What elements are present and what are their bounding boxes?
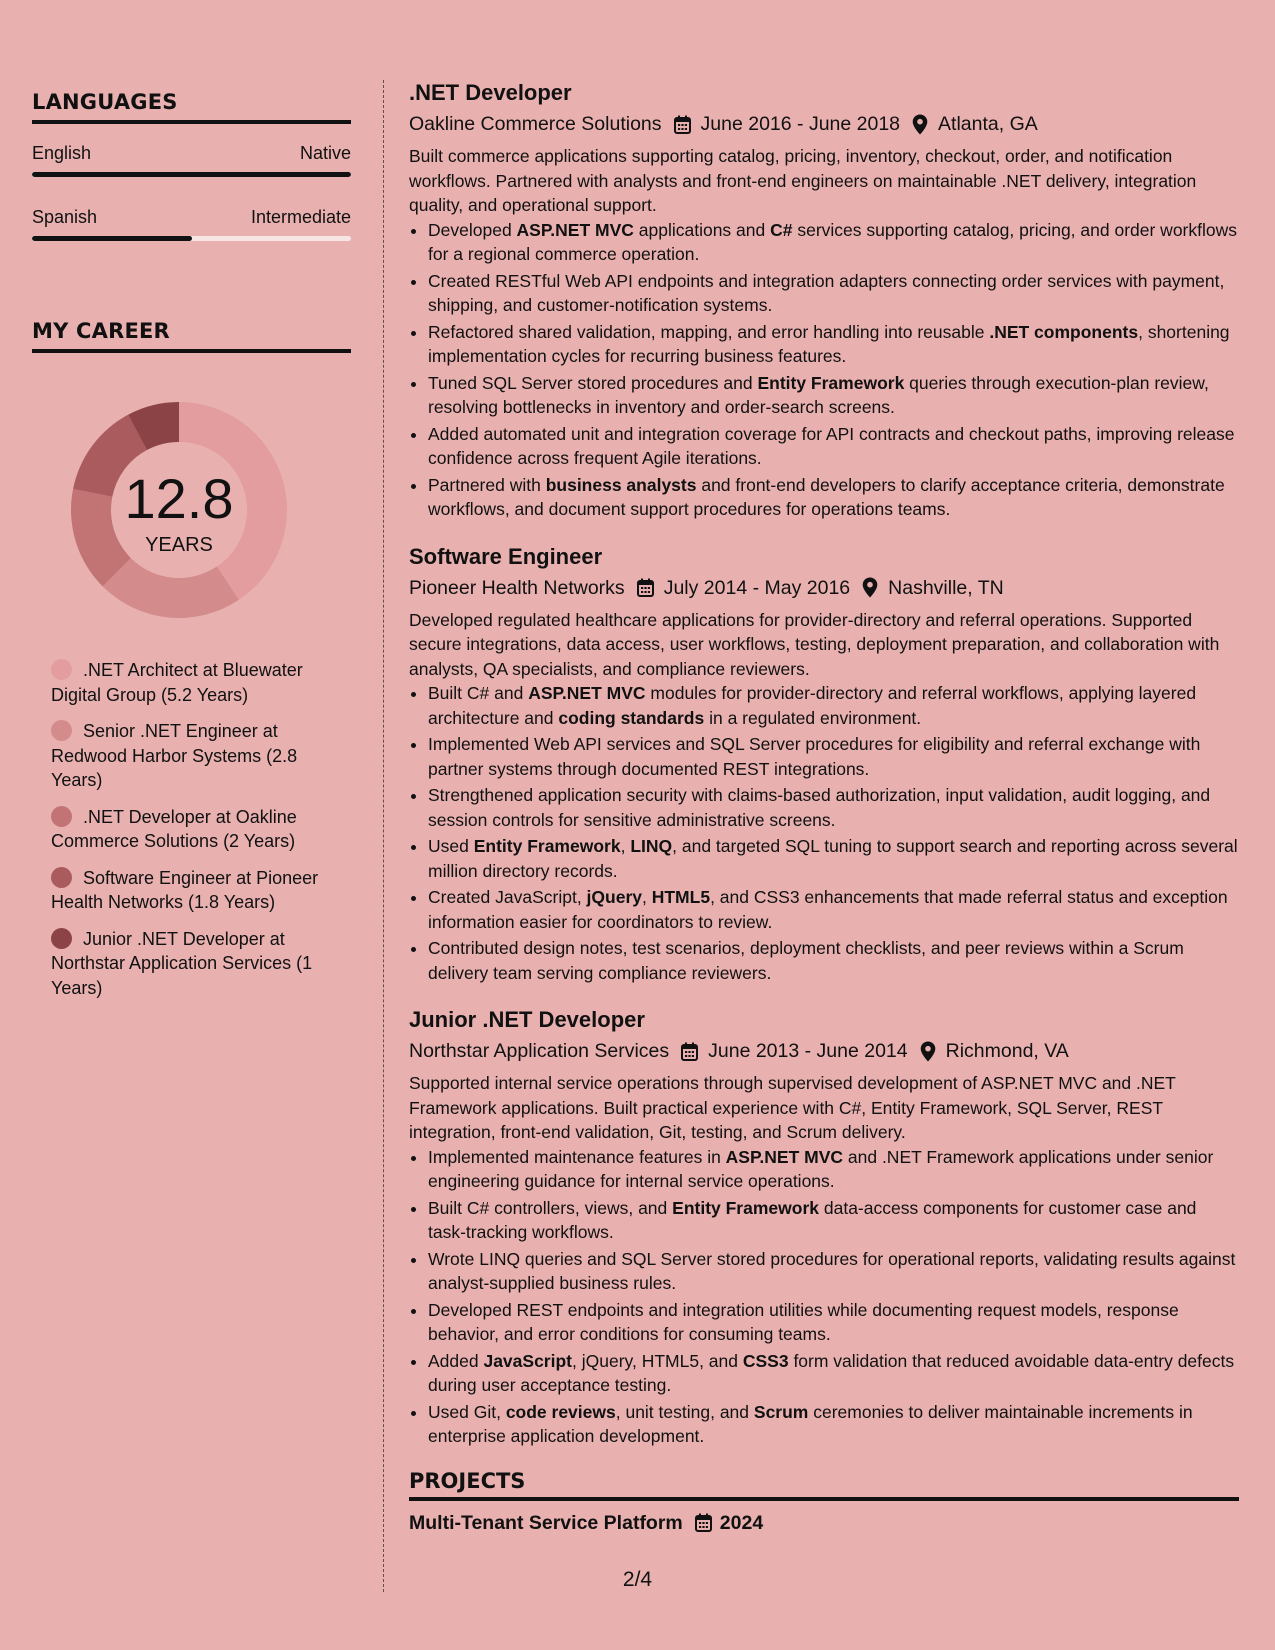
bullet-text: Developed REST endpoints and integration utilities while documenting request models, response behavior, and error conditions for consuming teams. [428,1299,1179,1344]
bullet-text: Created JavaScript, [428,887,587,907]
bullet-text: form validation that reduced avoidable data-entry defects during user acceptance testing. [428,1350,1235,1395]
languages-heading: LANGUAGES [32,90,351,124]
job-meta [409,1037,1239,1065]
calendar-icon [637,578,654,597]
language-name: Spanish [32,207,98,227]
job-meta [409,110,1239,138]
bullet-text: , [620,836,631,856]
language-level: Intermediate [250,207,351,227]
bullet-keyword: ASP.NET MVC [725,1146,844,1167]
bullet-text: Developed [428,219,517,240]
bullet-keyword: C# [770,219,793,240]
bullet-text: Refactored shared validation, mapping, and error handling into reusable [428,321,990,342]
job-bullet [428,320,1239,369]
career-total-unit: YEARS [145,534,213,556]
job-location: Nashville, TN [888,576,1004,599]
bullet-text: , and targeted SQL tuning to support search and reporting across several million directory records. [428,836,1238,881]
legend-label: Junior .NET Developer at Northstar Application Services (1 Years) [51,928,313,998]
bullet-text: , [642,887,652,907]
career-donut-chart [64,395,294,625]
job-bullets [409,1145,1239,1449]
bullet-text: services supporting catalog, pricing, and order workflows for a regional commerce operation. [428,219,1237,264]
language-row [32,141,351,177]
sidebar [32,90,351,1012]
job-bullet [428,1247,1239,1296]
job-bullet [428,885,1239,934]
project-name: Multi-Tenant Service Platform [409,1511,683,1534]
job-bullet [428,936,1239,985]
legend-label: Senior .NET Engineer at Redwood Harbor Systems (2.8 Years) [51,721,298,790]
job-bullet [428,783,1239,832]
job-summary: Supported internal service operations through supervised development of ASP.NET MVC and .NET Framework applications. Built practical experience with C#, Entity Framework, SQL Server, REST integration, front-end validation, Git, testing, and Scrum delivery. [409,1073,1176,1142]
legend-label: Software Engineer at Pioneer Health Networks (1.8 Years) [51,867,319,912]
bullet-keyword: LINQ [630,836,673,856]
job-dates: June 2013 - June 2014 [708,1040,908,1062]
bullet-text: in a regulated environment. [704,707,922,728]
company-name: Oakline Commerce Solutions [409,113,662,135]
bullet-keyword: business analysts [545,474,697,495]
bullet-text: Added automated unit and integration coverage for API contracts and checkout paths, improving release confidence across frequent Agile iterations. [428,423,1235,468]
bullet-text: Used [428,836,474,856]
experience-list [409,78,1239,1449]
projects-list [409,1509,1239,1537]
job-bullets [409,681,1239,985]
bullet-text: Built C# controllers, views, and [428,1197,673,1218]
job-bullet [428,1145,1239,1194]
map-pin-icon [920,1041,936,1062]
bullet-text: , unit testing, and [615,1401,754,1422]
map-pin-icon [912,114,928,135]
bullet-text: ceremonies to deliver maintainable increments in enterprise application development. [428,1401,1193,1446]
bullet-text: , jQuery, HTML5, and [572,1350,743,1371]
job-dates: July 2014 - May 2016 [663,576,851,599]
legend-swatch [51,928,72,949]
bullet-keyword: HTML5 [651,887,711,907]
bullet-keyword: .NET components [989,321,1139,342]
company-name: Pioneer Health Networks [409,576,625,599]
language-proficiency-fill [32,236,192,241]
map-pin-icon [862,577,878,598]
job-bullet [428,681,1239,730]
legend-swatch [51,867,72,888]
bullet-keyword: CSS3 [742,1350,789,1371]
bullet-text: Used Git, [428,1401,506,1422]
bullet-keyword: coding standards [558,707,705,728]
job-bullet [428,1196,1239,1245]
language-row [32,205,351,241]
bullet-text: queries through execution-plan review, resolving bottlenecks in inventory and order-search screens. [428,372,1209,417]
legend-label: .NET Developer at Oakline Commerce Solutions (2 Years) [51,806,297,851]
job-location: Atlanta, GA [938,113,1038,135]
bullet-text: Wrote LINQ queries and SQL Server stored procedures for operational reports, validating results against analyst-supplied business rules. [428,1248,1236,1293]
bullet-text: Contributed design notes, test scenarios, deployment checklists, and peer reviews within a Scrum delivery team serving compliance reviewers. [428,938,1184,983]
legend-swatch [51,659,72,680]
calendar-icon [681,1042,698,1061]
bullet-keyword: Scrum [753,1401,809,1422]
bullet-text: , and CSS3 enhancements that made referral status and exception information easier for coordinators to review. [428,887,1228,932]
bullet-keyword: code reviews [505,1401,616,1422]
career-total-years: 12.8 [124,467,234,530]
job-bullet [428,1400,1239,1449]
career-heading: MY CAREER [32,319,351,353]
bullet-text: Built C# and [428,683,529,703]
bullet-keyword: ASP.NET MVC [528,683,646,703]
page-number: 2/4 [622,1568,653,1591]
job-dates: June 2016 - June 2018 [700,113,901,135]
job-bullet [428,834,1239,883]
job-meta [409,574,1239,602]
main-content [409,78,1239,1537]
bullet-text: modules for provider-directory and referral workflows, applying layered architecture and [428,683,1197,728]
bullet-text: and front-end developers to clarify acceptance criteria, demonstrate workflows, and document support procedures for operations teams. [428,474,1225,519]
bullet-keyword: JavaScript [483,1350,572,1371]
job-entry [409,1005,1239,1449]
bullet-text: and .NET Framework applications under senior engineering guidance for internal service operations. [428,1146,1214,1191]
job-title: .NET Developer [409,80,572,105]
job-summary: Developed regulated healthcare applications for provider-directory and referral operations. Supported secure integrations, data access, user workflows, testing, deployment preparation, and collaboration with analysts, QA specialists, and compliance reviewers. [409,609,1220,679]
calendar-icon [674,115,691,134]
bullet-text: Partnered with [428,474,546,495]
job-entry [409,542,1239,986]
bullet-keyword: Entity Framework [473,836,621,856]
legend-label: .NET Architect at Bluewater Digital Group (5.2 Years) [51,660,303,705]
career-legend-item [51,719,336,793]
bullet-keyword: ASP.NET MVC [516,219,634,240]
job-bullet [428,422,1239,471]
language-proficiency-bar [32,236,351,241]
bullet-text: Implemented maintenance features in [428,1146,726,1167]
career-legend-item [51,866,336,915]
projects-heading: PROJECTS [409,1469,1239,1501]
job-title: Software Engineer [409,543,603,569]
job-location: Richmond, VA [945,1040,1069,1062]
career-legend-item [51,927,336,1001]
language-proficiency-fill [32,172,351,177]
career-legend-item [51,658,336,707]
bullet-keyword: Entity Framework [757,372,905,393]
bullet-text: Strengthened application security with claims-based authorization, input validation, audit logging, and session controls for sensitive administrative screens. [428,785,1211,830]
job-title: Junior .NET Developer [409,1007,645,1032]
bullet-text: , shortening implementation cycles for recurring business features. [428,321,1230,366]
project-year: 2024 [719,1511,764,1534]
bullet-text: Tuned SQL Server stored procedures and [428,372,758,393]
career-legend [32,658,336,1000]
job-bullet [428,1298,1239,1347]
languages-list [32,141,351,241]
bullet-text: applications and [633,219,771,240]
company-name: Northstar Application Services [409,1040,670,1062]
bullet-keyword: Entity Framework [672,1197,819,1218]
job-bullets [409,218,1239,522]
job-entry [409,78,1239,522]
job-summary: Built commerce applications supporting catalog, pricing, inventory, checkout, order, and notification workflows. Partnered with analysts and front-end engineers on maintainable .NET delivery, integration quality, and operational support. [409,146,1197,215]
bullet-keyword: jQuery [586,887,642,907]
job-bullet [428,218,1239,267]
column-divider [383,80,384,1592]
project-row [409,1509,1239,1537]
job-bullet [428,371,1239,420]
language-name: English [32,143,92,163]
job-bullet [428,473,1239,522]
bullet-text: data-access components for customer case and task-tracking workflows. [428,1197,1197,1242]
job-bullet [428,1349,1239,1398]
calendar-icon [695,1513,712,1532]
language-level: Native [299,143,351,163]
job-bullet [428,732,1239,781]
legend-swatch [51,806,72,827]
bullet-text: Created RESTful Web API endpoints and integration adapters connecting order services with payment, shipping, and customer-notification systems. [428,270,1225,315]
job-bullet [428,269,1239,318]
career-legend-item [51,805,336,854]
language-proficiency-bar [32,172,351,177]
bullet-text: Added [428,1350,484,1371]
bullet-text: Implemented Web API services and SQL Server procedures for eligibility and referral exchange with partner systems through documented REST integrations. [428,734,1201,779]
legend-swatch [51,720,72,741]
